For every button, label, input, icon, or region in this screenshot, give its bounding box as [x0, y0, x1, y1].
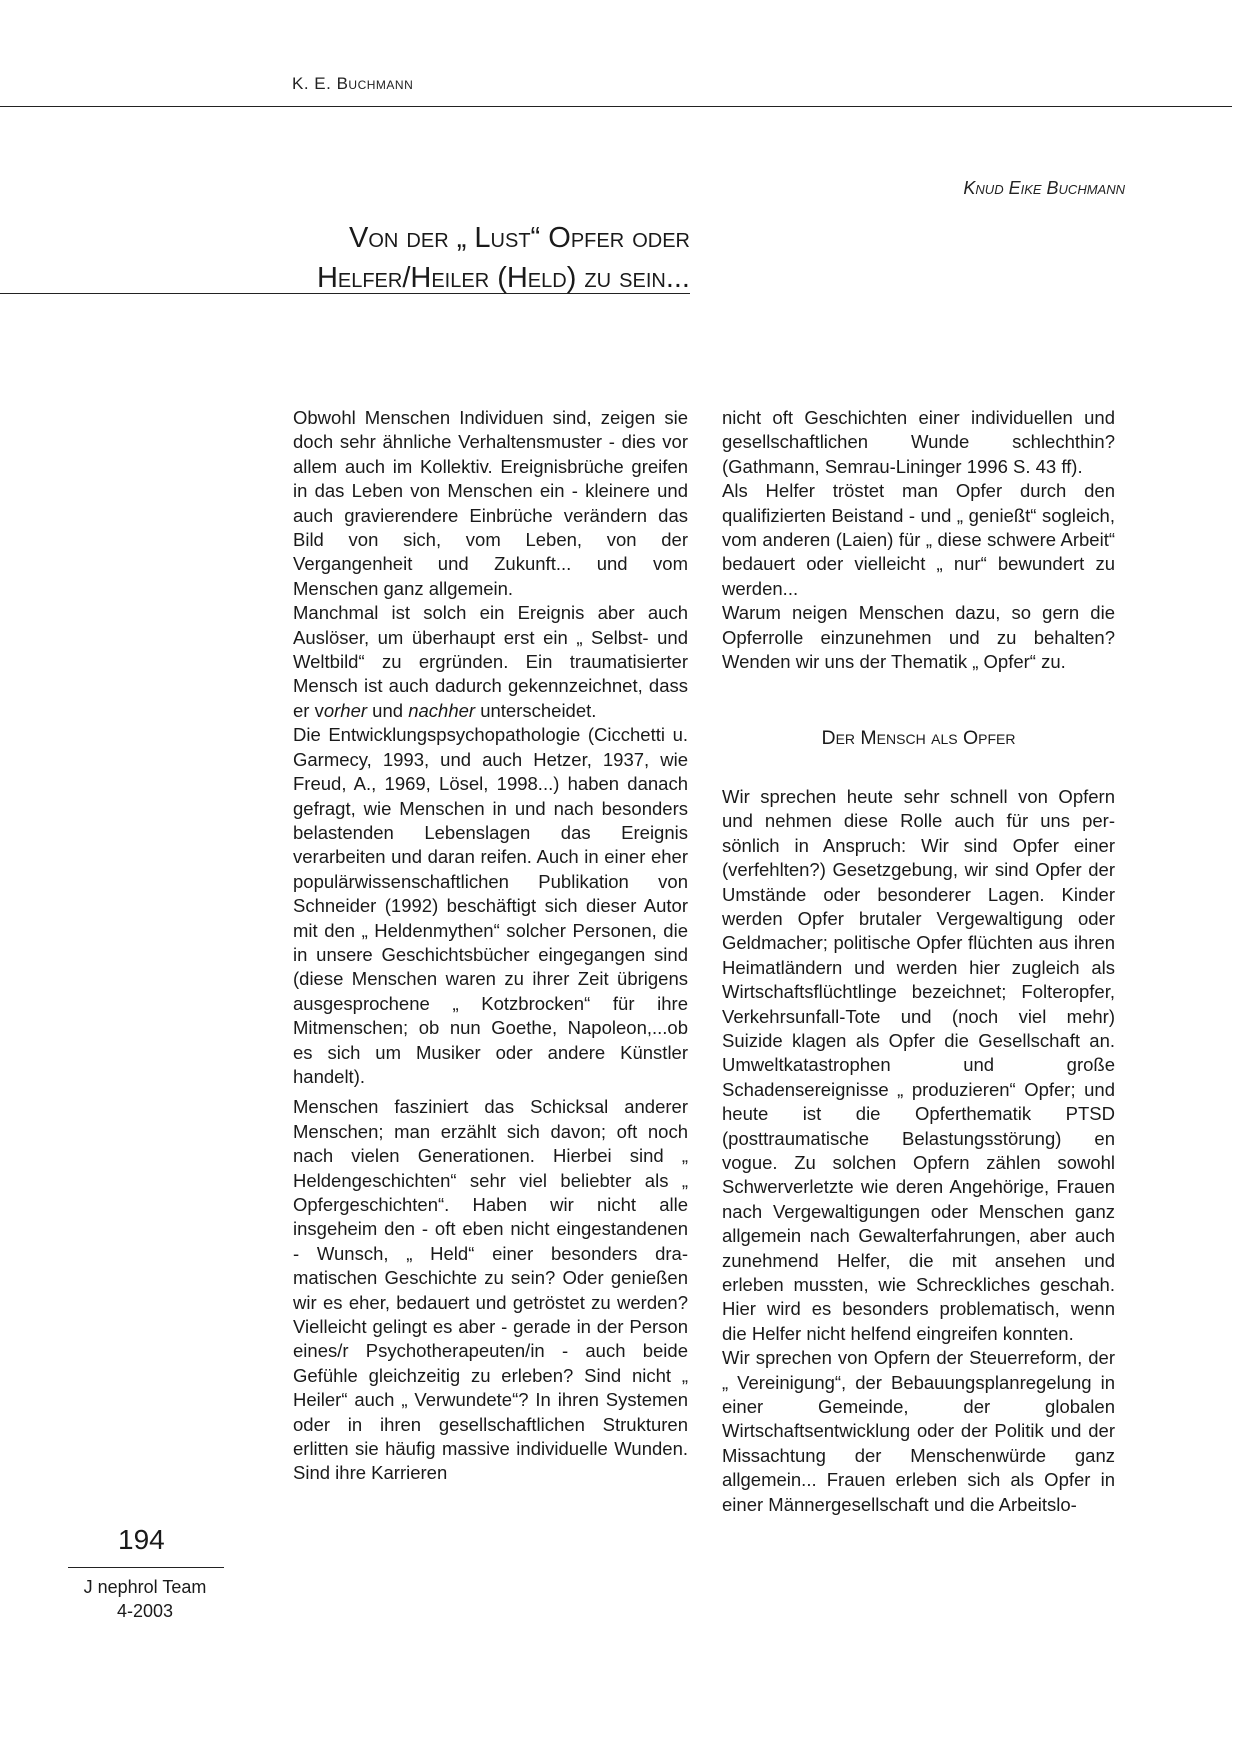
journal-issue: 4-2003	[116, 1601, 174, 1621]
footer-rule	[68, 1567, 224, 1568]
body-column-right	[722, 406, 1115, 1517]
running-head: K. E. Buchmann	[292, 74, 414, 93]
body-column-left	[293, 406, 688, 1486]
author-name: Knud Eike Buchmann	[963, 178, 1125, 198]
paragraph	[293, 601, 688, 723]
paragraph: Obwohl Menschen Individuen sind, zeigen sie doch sehr ähnliche Verhaltensmuster - dies vor allem auch im Kollektiv. Ereignisbrüche greifen in das Leben von Menschen ein - kleinere und auch gravierendere Einbrüche verändern das Bild von sich, vom Leben, von der Vergangenheit und Zukunft... und vom Menschen ganz allgemein.	[293, 407, 688, 599]
header-rule	[0, 106, 1232, 107]
paragraph: Die Entwicklungspsychopathologie (Cicchetti u. Garmecy, 1993, und auch Hetzer, 1937, wie Freud, A., 1969, Lösel, 1998...) haben danach gefragt, wie Menschen in und nach besonders belastenden Lebenslagen das Ereignis verarbeiten und daran reifen. Auch in einer eher populärwissenschaftlichen Publikation von Schneider (1992) beschäftigt sich dieser Autor mit den „ Heldenmythen“ solcher Personen, die in unsere Geschichtsbücher eingegangen sind (diese Menschen waren zu ihrer Zeit übrigens ausgesprochene „ Kotzbrocken“ für ihre Mitmenschen; ob nun Goethe, Napoleon,...ob es sich um Musiker oder andere Künstler handelt).	[293, 724, 688, 1087]
title-line-2: Helfer/Heiler (Held) zu sein...	[316, 262, 690, 294]
paragraph: nicht oft Geschichten einer individuellen und gesellschaftlichen Wunde schlechthin? (Gathmann, Semrau-Lininger 1996 S. 43 ff).	[722, 407, 1115, 477]
journal-name: J nephrol Team	[83, 1577, 207, 1597]
section-heading: Der Mensch als Opfer	[821, 727, 1016, 750]
article-title	[170, 218, 690, 298]
paragraph: Wir sprechen heute sehr schnell von Opfern und nehmen diese Rolle auch für uns persönlich in Anspruch: Wir sind Opfer einer (verfehlten?) Gesetzgebung, wir sind Opfer der Umstände oder besonderer Lagen. Kinder werden Opfer brutaler Vergewaltigung oder Geldmacher; politische Opfer flüchten aus ihren Heimatländern und werden hier zugleich als Wirtschaftsflüchtlinge bezeichnet; Folteropfer, Verkehrsunfall-Tote und (noch viel mehr) Suizide klagen als Opfer die Gesellschaft an. Umweltkatastrophen und große Schadensereignisse „ produzieren“ Opfer; und heute ist die Opferthematik PTSD (posttraumatische Belastungsstörung) en vogue. Zu solchen Opfern zählen sowohl Schwerverletzte wie deren Angehörige, Frauen nach Vergewaltigungen oder Menschen ganz allgemein nach Gewalterfahrungen, aber auch zunehmend Helfer, die mit ansehen und erleben mussten, wie Schreckliches geschah. Hier wird es besonders problematisch, wenn die Helfer nicht helfend eingreifen konnten.	[722, 785, 1115, 1344]
page-number: 194	[118, 1524, 165, 1555]
title-rule	[0, 293, 690, 294]
paragraph: Als Helfer tröstet man Opfer durch den qualifizierten Beistand - und „ genießt“ sogleich, vom anderen (Laien) für „ diese schwere Arbeit“ bedauert oder vielleicht „ nur“ bewundert zu werden...	[722, 480, 1115, 599]
paragraph: Menschen fasziniert das Schicksal anderer Menschen; man erzählt sich davon; oft noch nach vielen Generationen. Hierbei sind „ Heldengeschichten“ sehr viel beliebter als „ Opfergeschichten“. Haben wir nicht alle insgeheim den - oft eben nicht eingestandenen - Wunsch, „ Held“ einer besonders dramatischen Geschichte zu sein? Oder genießen wir es eher, bedauert und getröstet zu werden? Vielleicht gelingt es aber - gerade in der Person eines/r Psychotherapeuten/in - auch beide Gefühle gleichzeitig zu erleben? Sind nicht „ Heiler“ auch „ Verwundete“? In ihren Systemen oder in ihren gesellschaftlichen Strukturen erlitten sie häufig massive individuelle Wunden. Sind ihre Karrieren	[293, 1096, 688, 1484]
paragraph-text: Manchmal ist solch ein Ereignis aber auch Auslöser, um überhaupt erst ein „ Selbst- und Weltbild“ zu ergründen. Ein traumatisierter Mensch ist auch dadurch gekennzeichnet, dass er v	[293, 602, 688, 721]
paragraph: Warum neigen Menschen dazu, so gern die Opferrolle einzunehmen und zu behalten? Wenden wir uns der Thematik „ Opfer“ zu.	[722, 602, 1115, 673]
title-line-1: Von der „ Lust“ Opfer oder	[349, 222, 690, 254]
paragraph-text: und	[367, 699, 409, 721]
journal-citation	[60, 1575, 230, 1623]
paragraph-text: unterscheidet.	[475, 699, 597, 721]
paragraph: Wir sprechen von Opfern der Steuerreform, der „ Vereinigung“, der Bebauungsplanregelung in einer Gemeinde, der globalen Wirtschaftsentwicklung oder der Politik und der Missachtung der Menschenwürde ganz allgemein... Frauen erleben sich als Opfer in einer Männergesellschaft und die Arbeitslo-	[722, 1347, 1115, 1515]
emphasis: orher	[323, 699, 368, 721]
emphasis: nachher	[408, 699, 476, 721]
